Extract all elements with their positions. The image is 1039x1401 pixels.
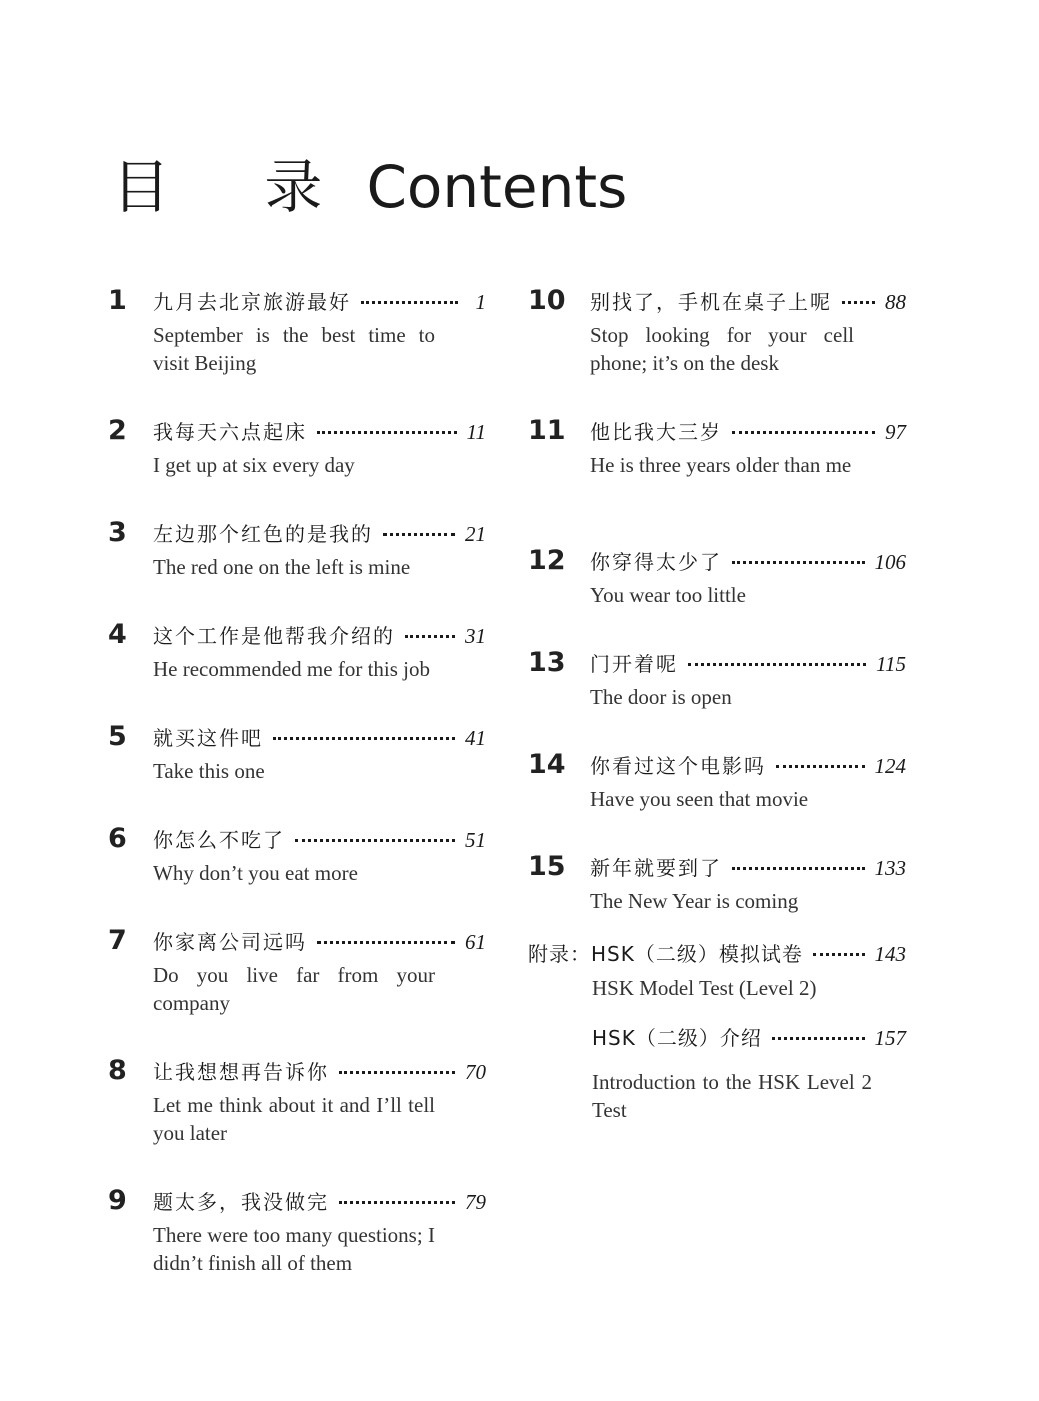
toc-entry-6[interactable] — [108, 823, 486, 925]
lesson-subtitle: September is the best time to visit Beijing — [153, 323, 435, 375]
page-title-chinese: 目 录 — [112, 153, 361, 221]
lesson-subtitle: Have you seen that movie — [590, 787, 809, 811]
dot-leader — [732, 561, 865, 564]
toc-entry-4[interactable] — [108, 619, 486, 721]
lesson-title: 他比我大三岁 — [590, 420, 722, 444]
toc-appendix — [528, 938, 906, 1124]
lesson-title: 九月去北京旅游最好 — [153, 290, 351, 314]
page-number: 1 — [475, 290, 486, 314]
dot-leader — [317, 941, 455, 944]
dot-leader — [842, 301, 875, 304]
lesson-number: 14 — [528, 749, 566, 780]
page-number: 31 — [465, 624, 486, 648]
lesson-subtitle: You wear too little — [590, 583, 746, 607]
dot-leader — [813, 953, 865, 956]
page-title-english: Contents — [366, 153, 628, 221]
lesson-subtitle: Stop looking for your cell phone; it’s on the desk — [590, 323, 854, 375]
lesson-subtitle: The New Year is coming — [590, 889, 799, 913]
lesson-number: 9 — [108, 1185, 127, 1216]
lesson-subtitle: He recommended me for this job — [153, 657, 430, 681]
page-number: 143 — [874, 942, 906, 966]
dot-leader — [339, 1201, 455, 1204]
lesson-number: 1 — [108, 285, 127, 316]
lesson-subtitle: Why don’t you eat more — [153, 861, 358, 885]
lesson-subtitle: Let me think about it and I’ll tell you later — [153, 1093, 435, 1145]
lesson-title: 新年就要到了 — [590, 856, 722, 880]
page-number: 70 — [465, 1060, 486, 1084]
lesson-title: 你家离公司远吗 — [153, 930, 307, 954]
page-number: 61 — [465, 930, 486, 954]
toc-left-column — [108, 285, 486, 1285]
dot-leader — [339, 1071, 455, 1074]
dot-leader — [405, 635, 455, 638]
page-number: 21 — [465, 522, 486, 546]
lesson-number: 5 — [108, 721, 127, 752]
toc-entry-15[interactable] — [528, 851, 906, 945]
dot-leader — [317, 431, 457, 434]
lesson-title: 题太多，我没做完 — [153, 1190, 329, 1214]
page-number: 88 — [885, 290, 906, 314]
page-number: 124 — [874, 754, 906, 778]
lesson-number: 13 — [528, 647, 566, 678]
lesson-subtitle: The door is open — [590, 685, 732, 709]
lesson-title: 就买这件吧 — [153, 726, 263, 750]
appendix-label: 附录： — [528, 942, 591, 966]
toc-entry-1[interactable] — [108, 285, 486, 415]
appendix-subtitle: HSK Model Test (Level 2) — [592, 976, 817, 1000]
dot-leader — [295, 839, 455, 842]
lesson-subtitle: Take this one — [153, 759, 265, 783]
lesson-number: 15 — [528, 851, 566, 882]
lesson-subtitle: I get up at six every day — [153, 453, 355, 477]
toc-entry-14[interactable] — [528, 749, 906, 851]
dot-leader — [772, 1037, 865, 1040]
dot-leader — [361, 301, 458, 304]
toc-entry-9[interactable] — [108, 1185, 486, 1285]
appendix-title: HSK（二级）介绍 — [592, 1026, 762, 1050]
lesson-title: 我每天六点起床 — [153, 420, 307, 444]
toc-entry-13[interactable] — [528, 647, 906, 749]
appendix-title: HSK（二级）模拟试卷 — [591, 942, 803, 966]
toc-entry-7[interactable] — [108, 925, 486, 1055]
lesson-subtitle: The red one on the left is mine — [153, 555, 411, 579]
appendix-subtitle: Introduction to the HSK Level 2 Test — [592, 1070, 872, 1122]
dot-leader — [776, 765, 865, 768]
dot-leader — [688, 663, 866, 666]
dot-leader — [273, 737, 455, 740]
toc-entry-5[interactable] — [108, 721, 486, 823]
lesson-subtitle: He is three years older than me — [590, 453, 852, 477]
page-number: 41 — [465, 726, 486, 750]
lesson-number: 8 — [108, 1055, 127, 1086]
page-number: 51 — [465, 828, 486, 852]
lesson-title: 这个工作是他帮我介绍的 — [153, 624, 395, 648]
lesson-title: 门开着呢 — [590, 652, 678, 676]
lesson-title: 别找了，手机在桌子上呢 — [590, 290, 832, 314]
lesson-number: 12 — [528, 545, 566, 576]
page-number: 115 — [876, 652, 906, 676]
page-number: 79 — [465, 1190, 486, 1214]
toc-entry-11[interactable] — [528, 415, 906, 545]
lesson-number: 11 — [528, 415, 566, 446]
page-number: 157 — [874, 1026, 906, 1050]
toc-entry-2[interactable] — [108, 415, 486, 517]
lesson-number: 4 — [108, 619, 127, 650]
dot-leader — [732, 431, 875, 434]
lesson-title: 你怎么不吃了 — [153, 828, 285, 852]
toc-entry-10[interactable] — [528, 285, 906, 415]
page-title — [112, 140, 627, 224]
lesson-subtitle: There were too many questions; I didn’t finish all of them — [153, 1223, 435, 1275]
page-number: 97 — [885, 420, 906, 444]
page-number: 11 — [466, 420, 486, 444]
toc-right-column — [528, 285, 906, 945]
toc-appendix-introduction[interactable] — [592, 1022, 906, 1124]
lesson-number: 2 — [108, 415, 127, 446]
lesson-number: 6 — [108, 823, 127, 854]
toc-entry-8[interactable] — [108, 1055, 486, 1185]
lesson-title: 你穿得太少了 — [590, 550, 722, 574]
toc-appendix-model-test[interactable] — [528, 938, 906, 1022]
lesson-number: 3 — [108, 517, 127, 548]
lesson-title: 你看过这个电影吗 — [590, 754, 766, 778]
page-number: 106 — [874, 550, 906, 574]
toc-entry-12[interactable] — [528, 545, 906, 647]
lesson-title: 左边那个红色的是我的 — [153, 522, 373, 546]
toc-entry-3[interactable] — [108, 517, 486, 619]
dot-leader — [732, 867, 865, 870]
page-number: 133 — [874, 856, 906, 880]
lesson-number: 7 — [108, 925, 127, 956]
lesson-subtitle: Do you live far from your company — [153, 963, 435, 1015]
lesson-title: 让我想想再告诉你 — [153, 1060, 329, 1084]
dot-leader — [383, 533, 455, 536]
lesson-number: 10 — [528, 285, 566, 316]
